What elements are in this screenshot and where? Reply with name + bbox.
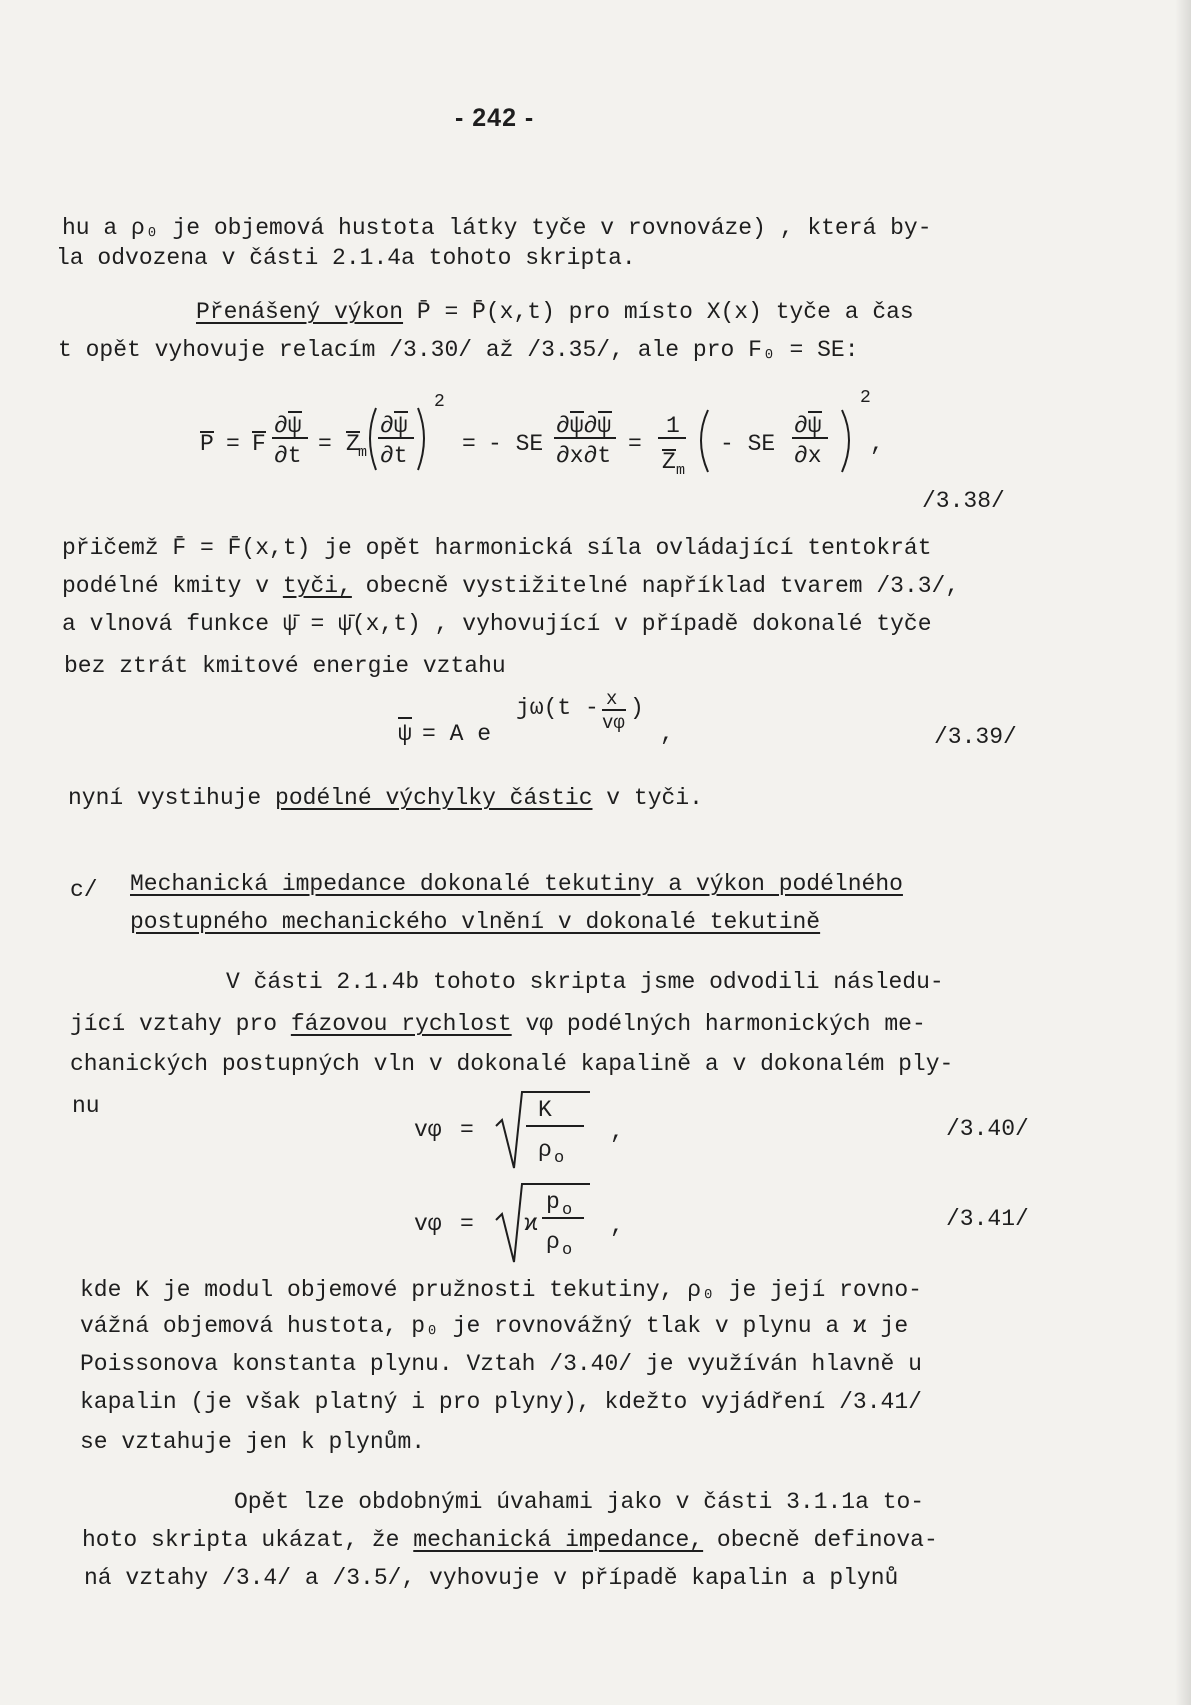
equation-number-3-39: /3.39/ — [934, 724, 1017, 750]
svg-text:vφ: vφ — [602, 712, 625, 734]
para2-line1-rest: P̄ = P̄(x,t) pro místo X(x) tyče a čas — [403, 299, 914, 325]
para5-line4: nu — [72, 1093, 100, 1119]
svg-text:P: P — [200, 431, 214, 457]
svg-text:o: o — [554, 1149, 565, 1168]
equation-number-3-40: /3.40/ — [946, 1116, 1029, 1142]
para5-line2: jící vztahy pro fázovou rychlost vφ podélných harmonických me- — [70, 1011, 926, 1037]
section-c-title-line2: postupného mechanického vlnění v dokonalé tekutině — [130, 909, 821, 935]
svg-text:∂x: ∂x — [794, 443, 822, 469]
svg-text:ϰ: ϰ — [524, 1211, 538, 1237]
equation-3-41 — [414, 1180, 634, 1270]
para5-line3: chanických postupných vln v dokonalé kapalině a v dokonalém ply- — [70, 1051, 954, 1077]
equation-3-39 — [398, 688, 728, 768]
para3-line1: přičemž F̄ = F̄(x,t) je opět harmonická síla ovládající tentokrát — [62, 535, 932, 561]
svg-text:2: 2 — [434, 392, 445, 412]
svg-text:m: m — [676, 462, 686, 479]
term-mechanical-impedance: mechanická impedance, — [413, 1527, 704, 1553]
para1-line1: hu a ρ₀ je objemová hustota látky tyče v rovnováze) , která by- — [62, 215, 932, 241]
svg-text:2: 2 — [860, 388, 871, 408]
svg-text:ρ: ρ — [546, 1229, 560, 1255]
svg-text:=: = — [460, 1211, 474, 1237]
para7-line3: ná vztahy /3.4/ a /3.5/, vyhovuje v případě kapalin a plynů — [84, 1565, 899, 1591]
svg-text:∂t: ∂t — [380, 443, 408, 469]
section-c-label: c/ — [70, 877, 98, 903]
term-rod: tyči, — [282, 573, 352, 599]
svg-text:o: o — [562, 1241, 573, 1260]
svg-text:=: = — [628, 431, 642, 457]
svg-text:o: o — [562, 1201, 573, 1220]
svg-text:- SE: - SE — [720, 431, 776, 457]
svg-text:∂ψ: ∂ψ — [380, 413, 408, 439]
equation-number-3-41: /3.41/ — [946, 1206, 1029, 1232]
svg-text:vφ: vφ — [414, 1117, 442, 1143]
svg-text:x: x — [606, 688, 618, 710]
svg-text:- SE: - SE — [488, 431, 544, 457]
para6-line3: Poissonova konstanta plynu. Vztah /3.40/ je využíván hlavně u — [80, 1351, 922, 1377]
equation-3-38 — [200, 380, 980, 510]
para6-line2: vážná objemová hustota, p₀ je rovnovážný tlak v plynu a ϰ je — [80, 1313, 909, 1339]
svg-text:,: , — [660, 721, 674, 747]
page-number: - 242 - — [455, 104, 535, 132]
term-transmitted-power: Přenášený výkon — [196, 299, 404, 325]
svg-text:p: p — [546, 1189, 560, 1215]
para3-line3: a vlnová funkce ψ̄ = ψ̄(x,t) , vyhovující v případě dokonalé tyče — [62, 611, 932, 637]
svg-text:∂ψ: ∂ψ — [274, 413, 302, 439]
svg-text:=: = — [462, 431, 476, 457]
svg-text:,: , — [610, 1119, 624, 1145]
page-edge-shadow — [1175, 0, 1191, 1705]
para6-line5: se vztahuje jen k plynům. — [80, 1429, 426, 1455]
para6-line4: kapalin (je však platný i pro plyny), kdežto vyjádření /3.41/ — [80, 1389, 922, 1415]
equation-3-40 — [414, 1086, 634, 1176]
svg-text:vφ: vφ — [414, 1211, 442, 1237]
svg-text:= A e: = A e — [422, 721, 492, 747]
para1-line2: la odvozena v části 2.1.4a tohoto skripta. — [56, 245, 636, 271]
equation-number-3-38: /3.38/ — [922, 488, 1005, 514]
svg-text:=: = — [318, 431, 332, 457]
para2-line2: t opět vyhovuje relacím /3.30/ až /3.35/, ale pro F₀ = SE: — [58, 337, 859, 363]
svg-text:ψ: ψ — [398, 721, 412, 747]
svg-text:F: F — [252, 431, 266, 457]
svg-text:Z: Z — [662, 449, 676, 475]
para2-line1 — [196, 298, 914, 326]
term-longitudinal-displacements: podélné výchylky částic — [275, 785, 593, 811]
para3-line2: podélné kmity v tyči, obecně vystižitelné například tvarem /3.3/, — [62, 573, 960, 599]
svg-text:∂ψ∂ψ: ∂ψ∂ψ — [556, 413, 612, 439]
term-phase-velocity: fázovou rychlost — [290, 1011, 512, 1037]
svg-text:jω(t -: jω(t - — [516, 695, 599, 721]
svg-text:∂ψ: ∂ψ — [794, 413, 822, 439]
svg-text:Z: Z — [346, 431, 360, 457]
svg-text:∂x∂t: ∂x∂t — [556, 443, 612, 469]
para4-line1: nyní vystihuje podélné výchylky částic v tyči. — [68, 785, 703, 811]
svg-text:m: m — [358, 444, 368, 461]
para7-line1: Opět lze obdobnými úvahami jako v části 3.1.1a to- — [234, 1489, 925, 1515]
svg-text:1: 1 — [666, 413, 680, 439]
para3-line4: bez ztrát kmitové energie vztahu — [64, 653, 506, 679]
section-c-title-line1: Mechanická impedance dokonalé tekutiny a výkon podélného — [130, 871, 903, 897]
svg-text:K: K — [538, 1097, 552, 1123]
svg-text:,: , — [610, 1213, 624, 1239]
svg-text:∂t: ∂t — [274, 443, 302, 469]
svg-text:ρ: ρ — [538, 1137, 552, 1163]
svg-text:=: = — [226, 431, 240, 457]
para5-line1: V části 2.1.4b tohoto skripta jsme odvodili následu- — [226, 969, 944, 995]
svg-text:=: = — [460, 1117, 474, 1143]
para7-line2: hoto skripta ukázat, že mechanická impedance, obecně definova- — [82, 1527, 938, 1553]
svg-text:,: , — [870, 431, 884, 457]
svg-text:): ) — [630, 695, 644, 721]
para6-line1: kde K je modul objemové pružnosti tekutiny, ρ₀ je její rovno- — [80, 1277, 922, 1303]
